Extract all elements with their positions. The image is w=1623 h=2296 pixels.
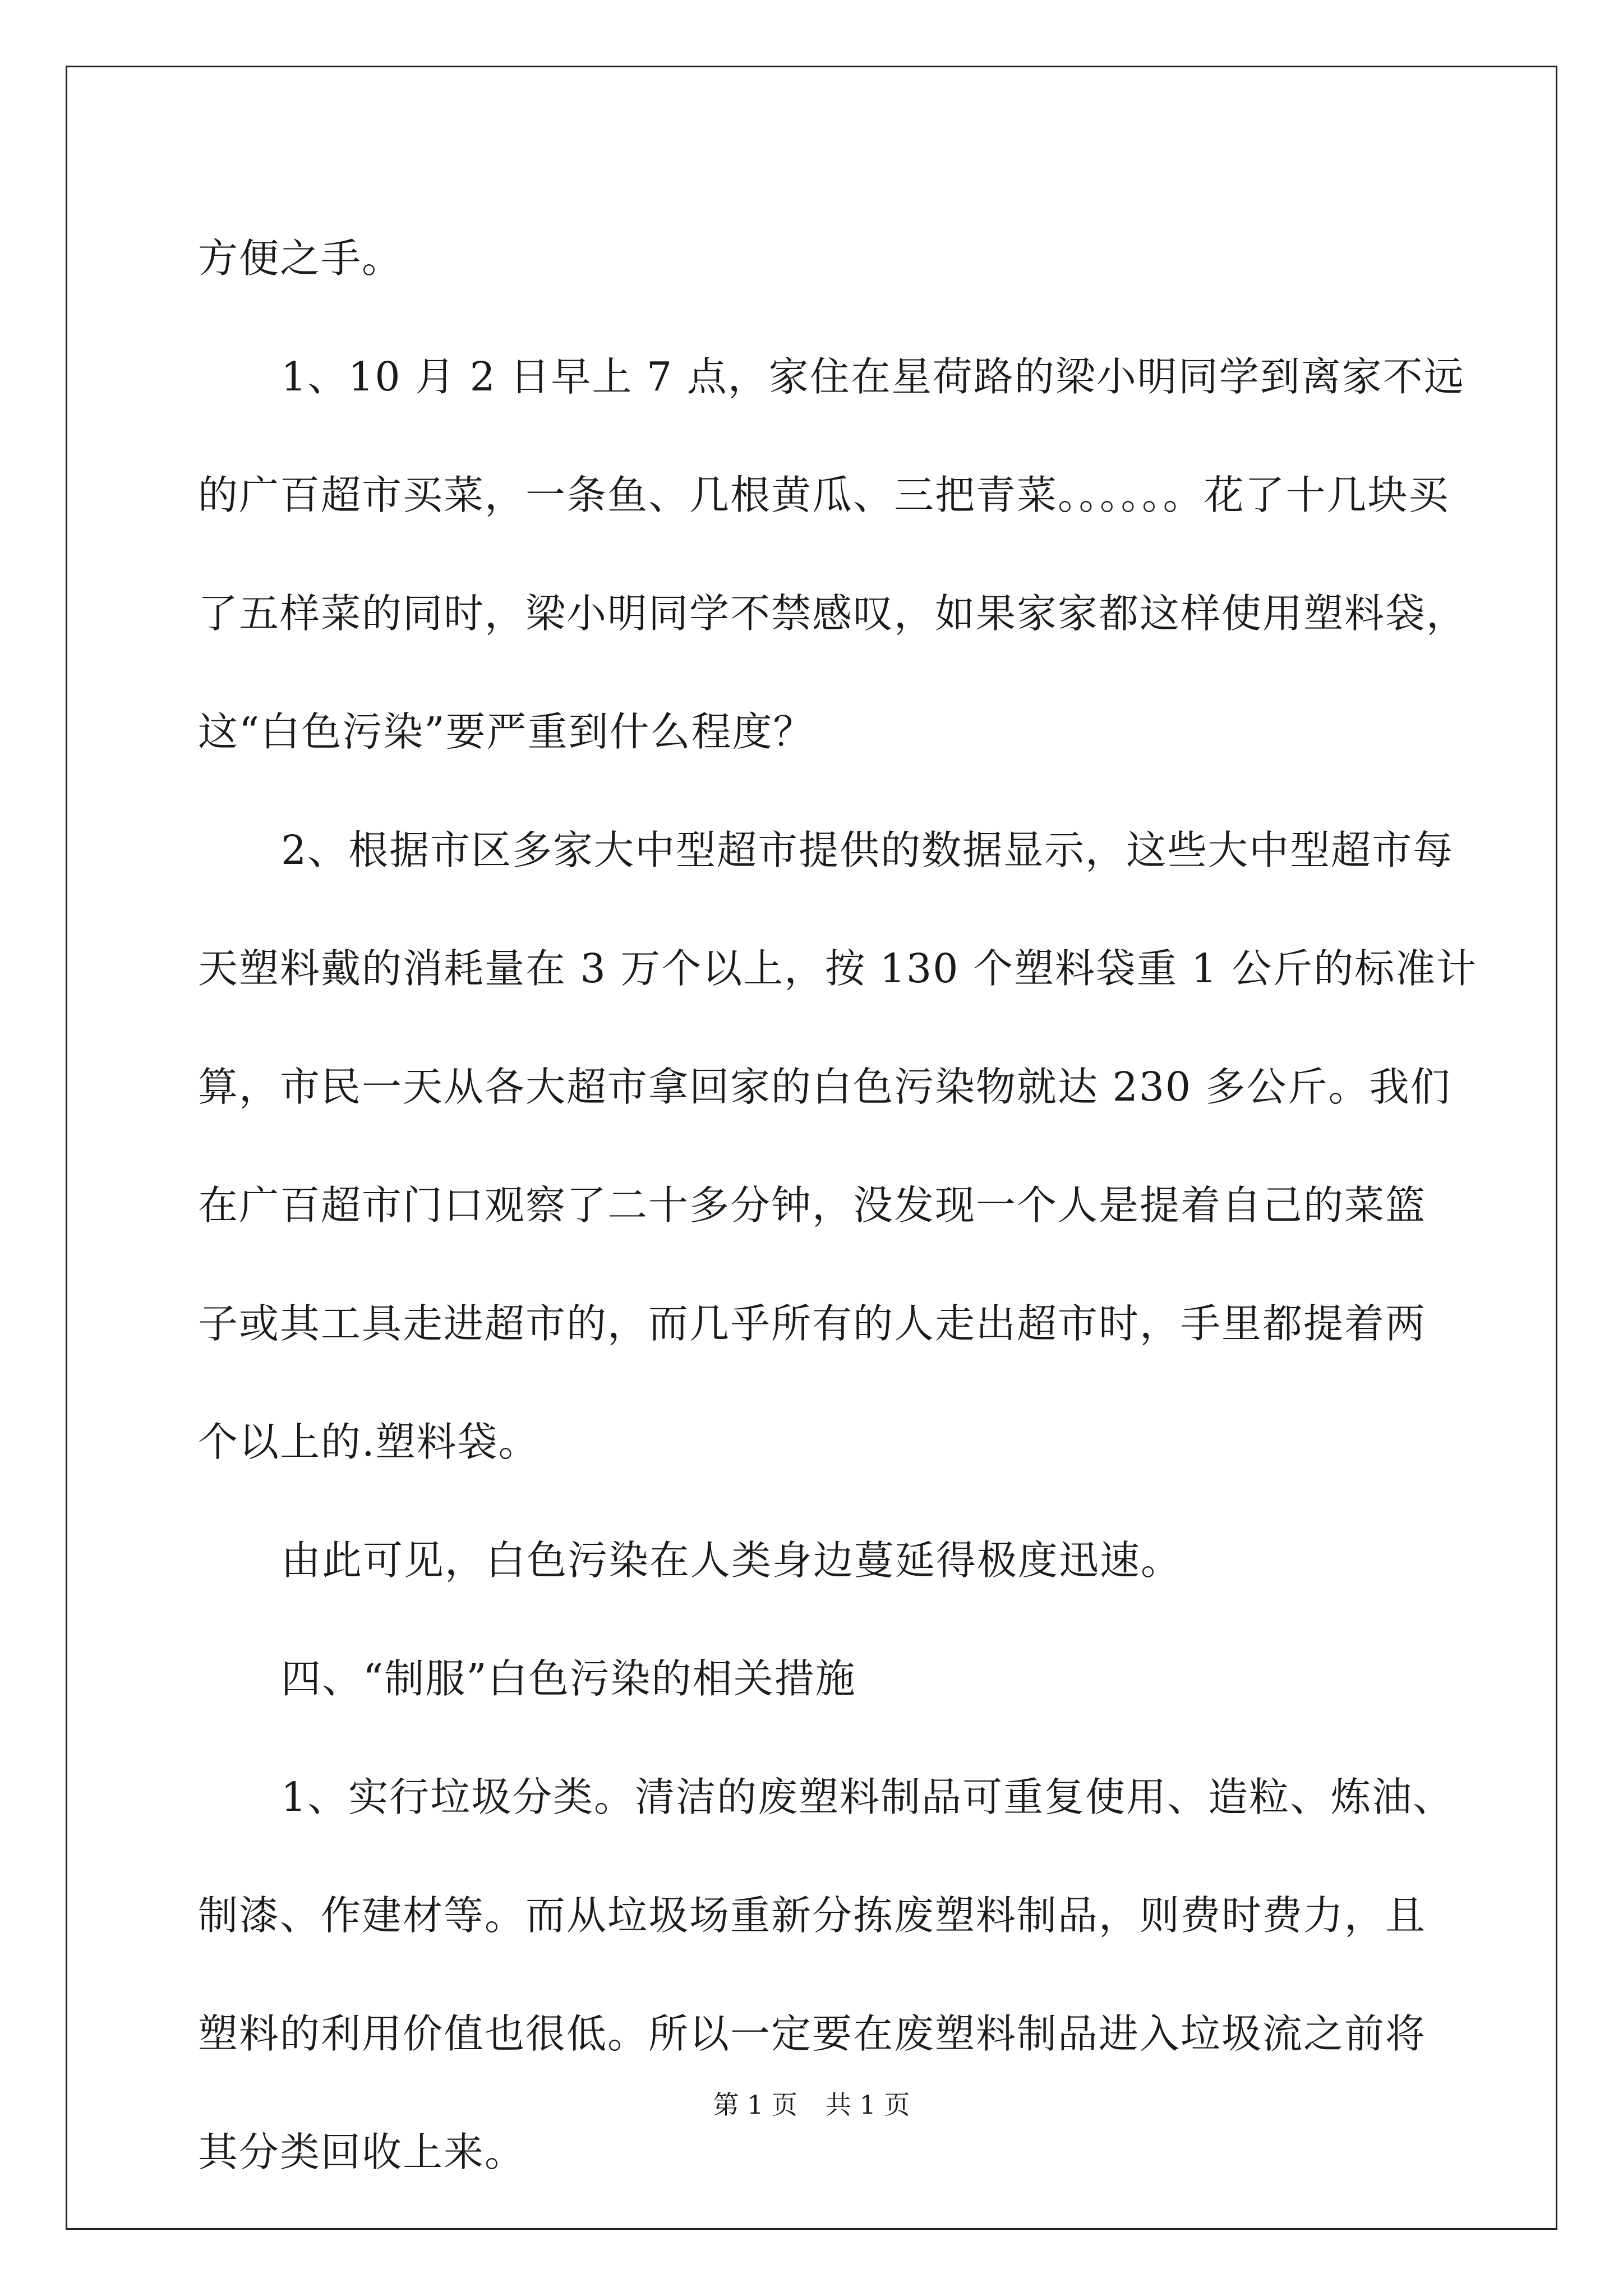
text-line: 由此可见，白色污染在人类身边蔓延得极度迅速。 — [281, 1537, 1182, 1584]
text-line: 了五样菜的同时，梁小明同学不禁感叹，如果家家都这样使用塑料袋， — [198, 590, 1468, 637]
page-number-current: 第 1 页 — [713, 2090, 797, 2120]
text-line: 个以上的.塑料袋。 — [198, 1419, 540, 1465]
text-line: 1、实行垃圾分类。清洁的废塑料制品可重复使用、造粒、炼油、 — [281, 1774, 1454, 1820]
text-line: 这“白色污染”要严重到什么程度？ — [198, 708, 814, 755]
text-line: 的广百超市买菜，一条鱼、几根黄瓜、三把青菜。。。。。。花了十几块买 — [198, 472, 1450, 518]
text-line: 制漆、作建材等。而从垃圾场重新分拣废塑料制品，则费时费力，且 — [198, 1892, 1427, 1939]
text-line: 天塑料戴的消耗量在 3 万个以上，按 130 个塑料袋重 1 公斤的标准计 — [198, 945, 1478, 992]
text-line: 在广百超市门口观察了二十多分钟，没发现一个人是提着自己的菜篮 — [198, 1182, 1427, 1228]
text-line: 算，市民一天从各大超市拿回家的白色污染物就达 230 多公斤。我们 — [198, 1064, 1451, 1110]
text-line: 2、根据市区多家大中型超市提供的数据显示，这些大中型超市每 — [281, 827, 1454, 873]
text-line: 其分类回收上来。 — [198, 2129, 526, 2175]
text-line: 方便之手。 — [198, 235, 403, 282]
text-line: 塑料的利用价值也很低。所以一定要在废塑料制品进入垃圾流之前将 — [198, 2010, 1427, 2057]
text-line: 子或其工具走进超市的，而几乎所有的人走出超市时，手里都提着两 — [198, 1300, 1427, 1347]
section-heading: 四、“制服”白色污染的相关措施 — [281, 1655, 856, 1702]
text-line: 1、10 月 2 日早上 7 点，家住在星荷路的梁小明同学到离家不远 — [281, 353, 1465, 400]
page-footer — [0, 2088, 1623, 2122]
page-number-total: 共 1 页 — [826, 2090, 910, 2120]
document-body — [198, 199, 1478, 2211]
